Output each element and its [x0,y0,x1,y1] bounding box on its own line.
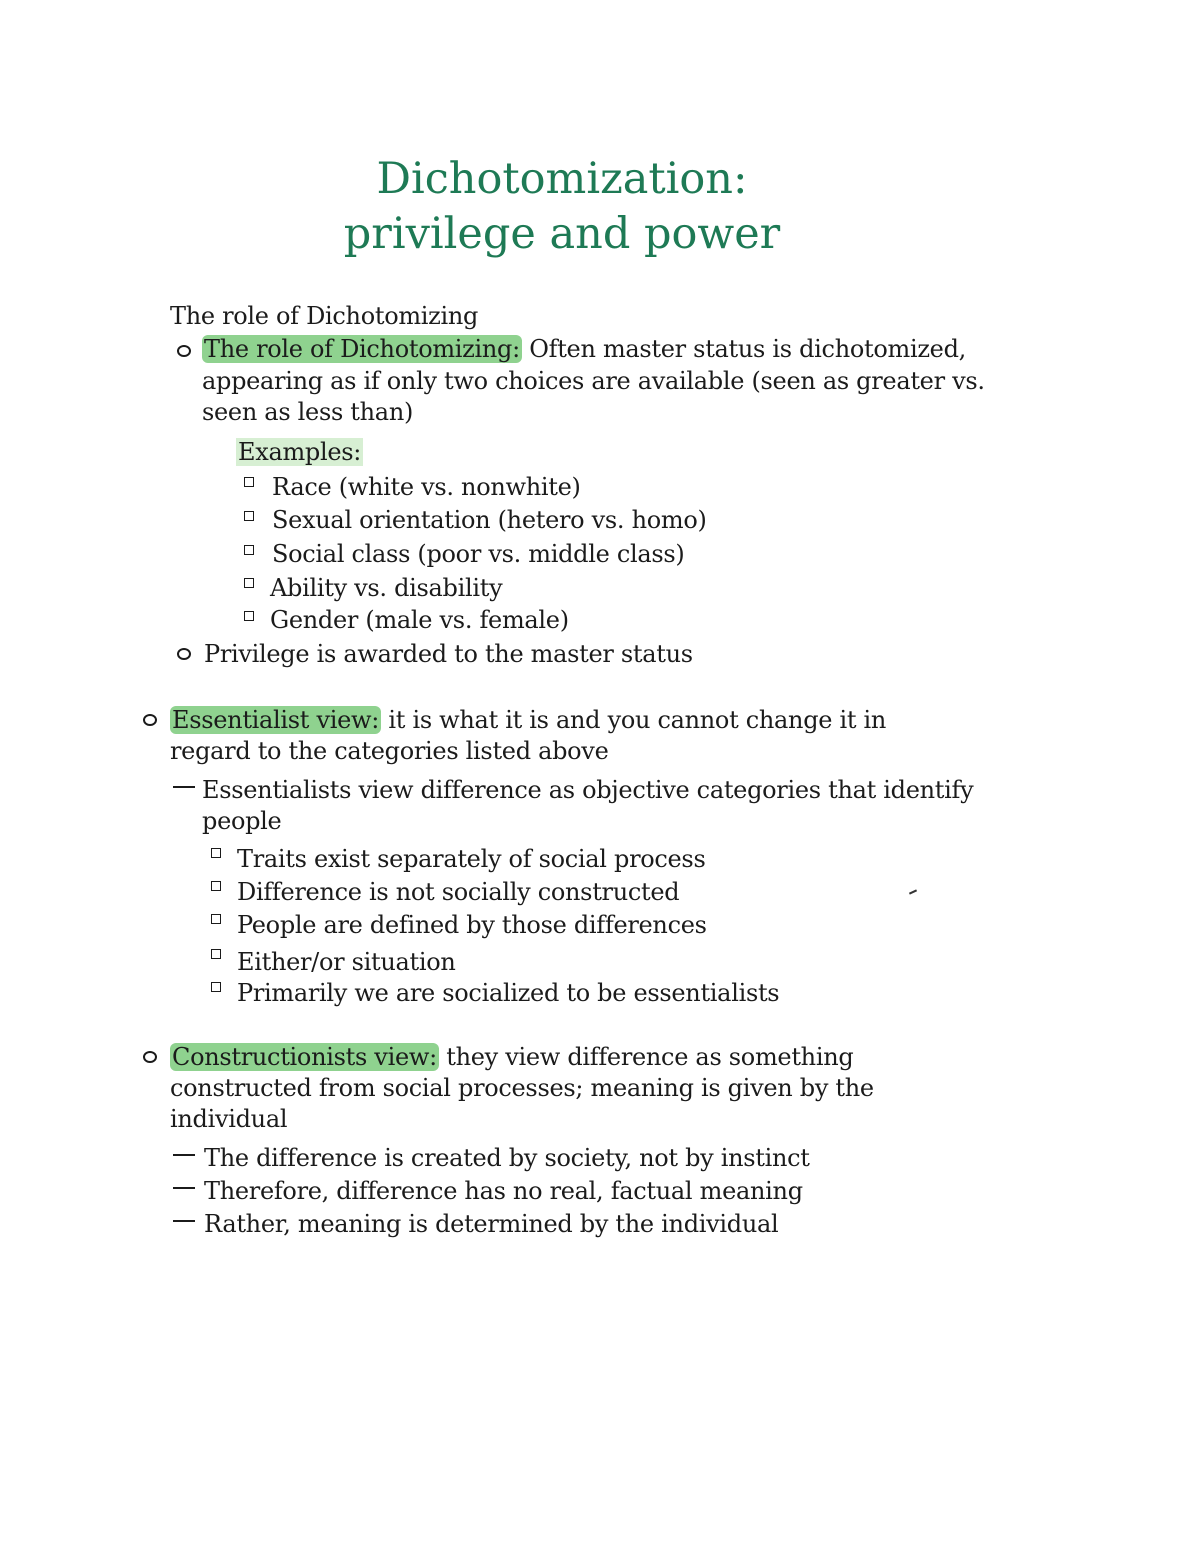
page-title-line-2: privilege and power [343,209,781,259]
circle-bullet-icon [177,648,191,660]
examples-label: Examples: [238,438,362,466]
constructionist-dash-item: Rather, meaning is determined by the individual [204,1210,779,1238]
constructionist-paragraph-line-3: individual [170,1105,288,1133]
constructionist-text: they view difference as something [438,1043,854,1071]
essentialist-item: Traits exist separately of social process [237,845,706,873]
example-item: Social class (poor vs. middle class) [272,540,685,568]
essentialist-paragraph-line-1 [170,705,886,735]
square-bullet-icon [244,511,254,521]
dichotomizing-text: Often master status is dichotomized, [521,335,966,363]
essentialist-paragraph-line-2: regard to the categories listed above [170,737,609,765]
constructionist-paragraph-line-1 [170,1042,853,1072]
examples-heading [236,437,363,467]
essentialist-text: it is what it is and you cannot change it in [381,706,887,734]
circle-bullet-icon [143,714,157,726]
essentialist-item: Difference is not socially constructed [237,878,680,906]
square-bullet-icon [244,545,254,555]
square-bullet-icon [244,477,254,487]
constructionist-dash-item: The difference is created by society, not by instinct [204,1144,810,1172]
square-bullet-icon [211,914,221,924]
dichotomizing-paragraph-line-3: seen as less than) [202,398,414,426]
circle-bullet-icon [177,345,191,357]
constructionist-paragraph-line-2: constructed from social processes; meaning is given by the [170,1074,874,1102]
square-bullet-icon [211,949,221,959]
stray-mark-icon [909,889,917,894]
example-item: Race (white vs. nonwhite) [272,473,581,501]
circle-bullet-icon [143,1051,157,1063]
square-bullet-icon [211,982,221,992]
square-bullet-icon [211,881,221,891]
square-bullet-icon [244,578,254,588]
constructionist-dash-item: Therefore, difference has no real, factual meaning [204,1177,803,1205]
example-item: Sexual orientation (hetero vs. homo) [272,506,707,534]
square-bullet-icon [211,848,221,858]
square-bullet-icon [244,611,254,621]
section-heading: The role of Dichotomizing [170,302,479,330]
example-item: Ability vs. disability [270,574,503,602]
essentialist-item: People are defined by those differences [237,911,707,939]
privilege-bullet: Privilege is awarded to the master status [204,640,693,668]
essentialist-dash-line-1: Essentialists view difference as objective categories that identify [202,776,974,804]
dash-bullet-icon [173,1187,195,1189]
essentialist-label: Essentialist view: [172,706,380,734]
dichotomizing-paragraph-line-1 [202,334,966,364]
dichotomizing-label: The role of Dichotomizing: [204,335,520,363]
dash-bullet-icon [173,786,195,788]
essentialist-item: Primarily we are socialized to be essentialists [237,979,780,1007]
example-item: Gender (male vs. female) [270,606,569,634]
page-title-line-1: Dichotomization: [376,154,748,204]
dash-bullet-icon [173,1220,195,1222]
dash-bullet-icon [173,1154,195,1156]
essentialist-dash-line-2: people [202,807,282,835]
essentialist-item: Either/or situation [237,948,456,976]
dichotomizing-paragraph-line-2: appearing as if only two choices are available (seen as greater vs. [202,367,985,395]
constructionist-label: Constructionists view: [172,1043,437,1071]
